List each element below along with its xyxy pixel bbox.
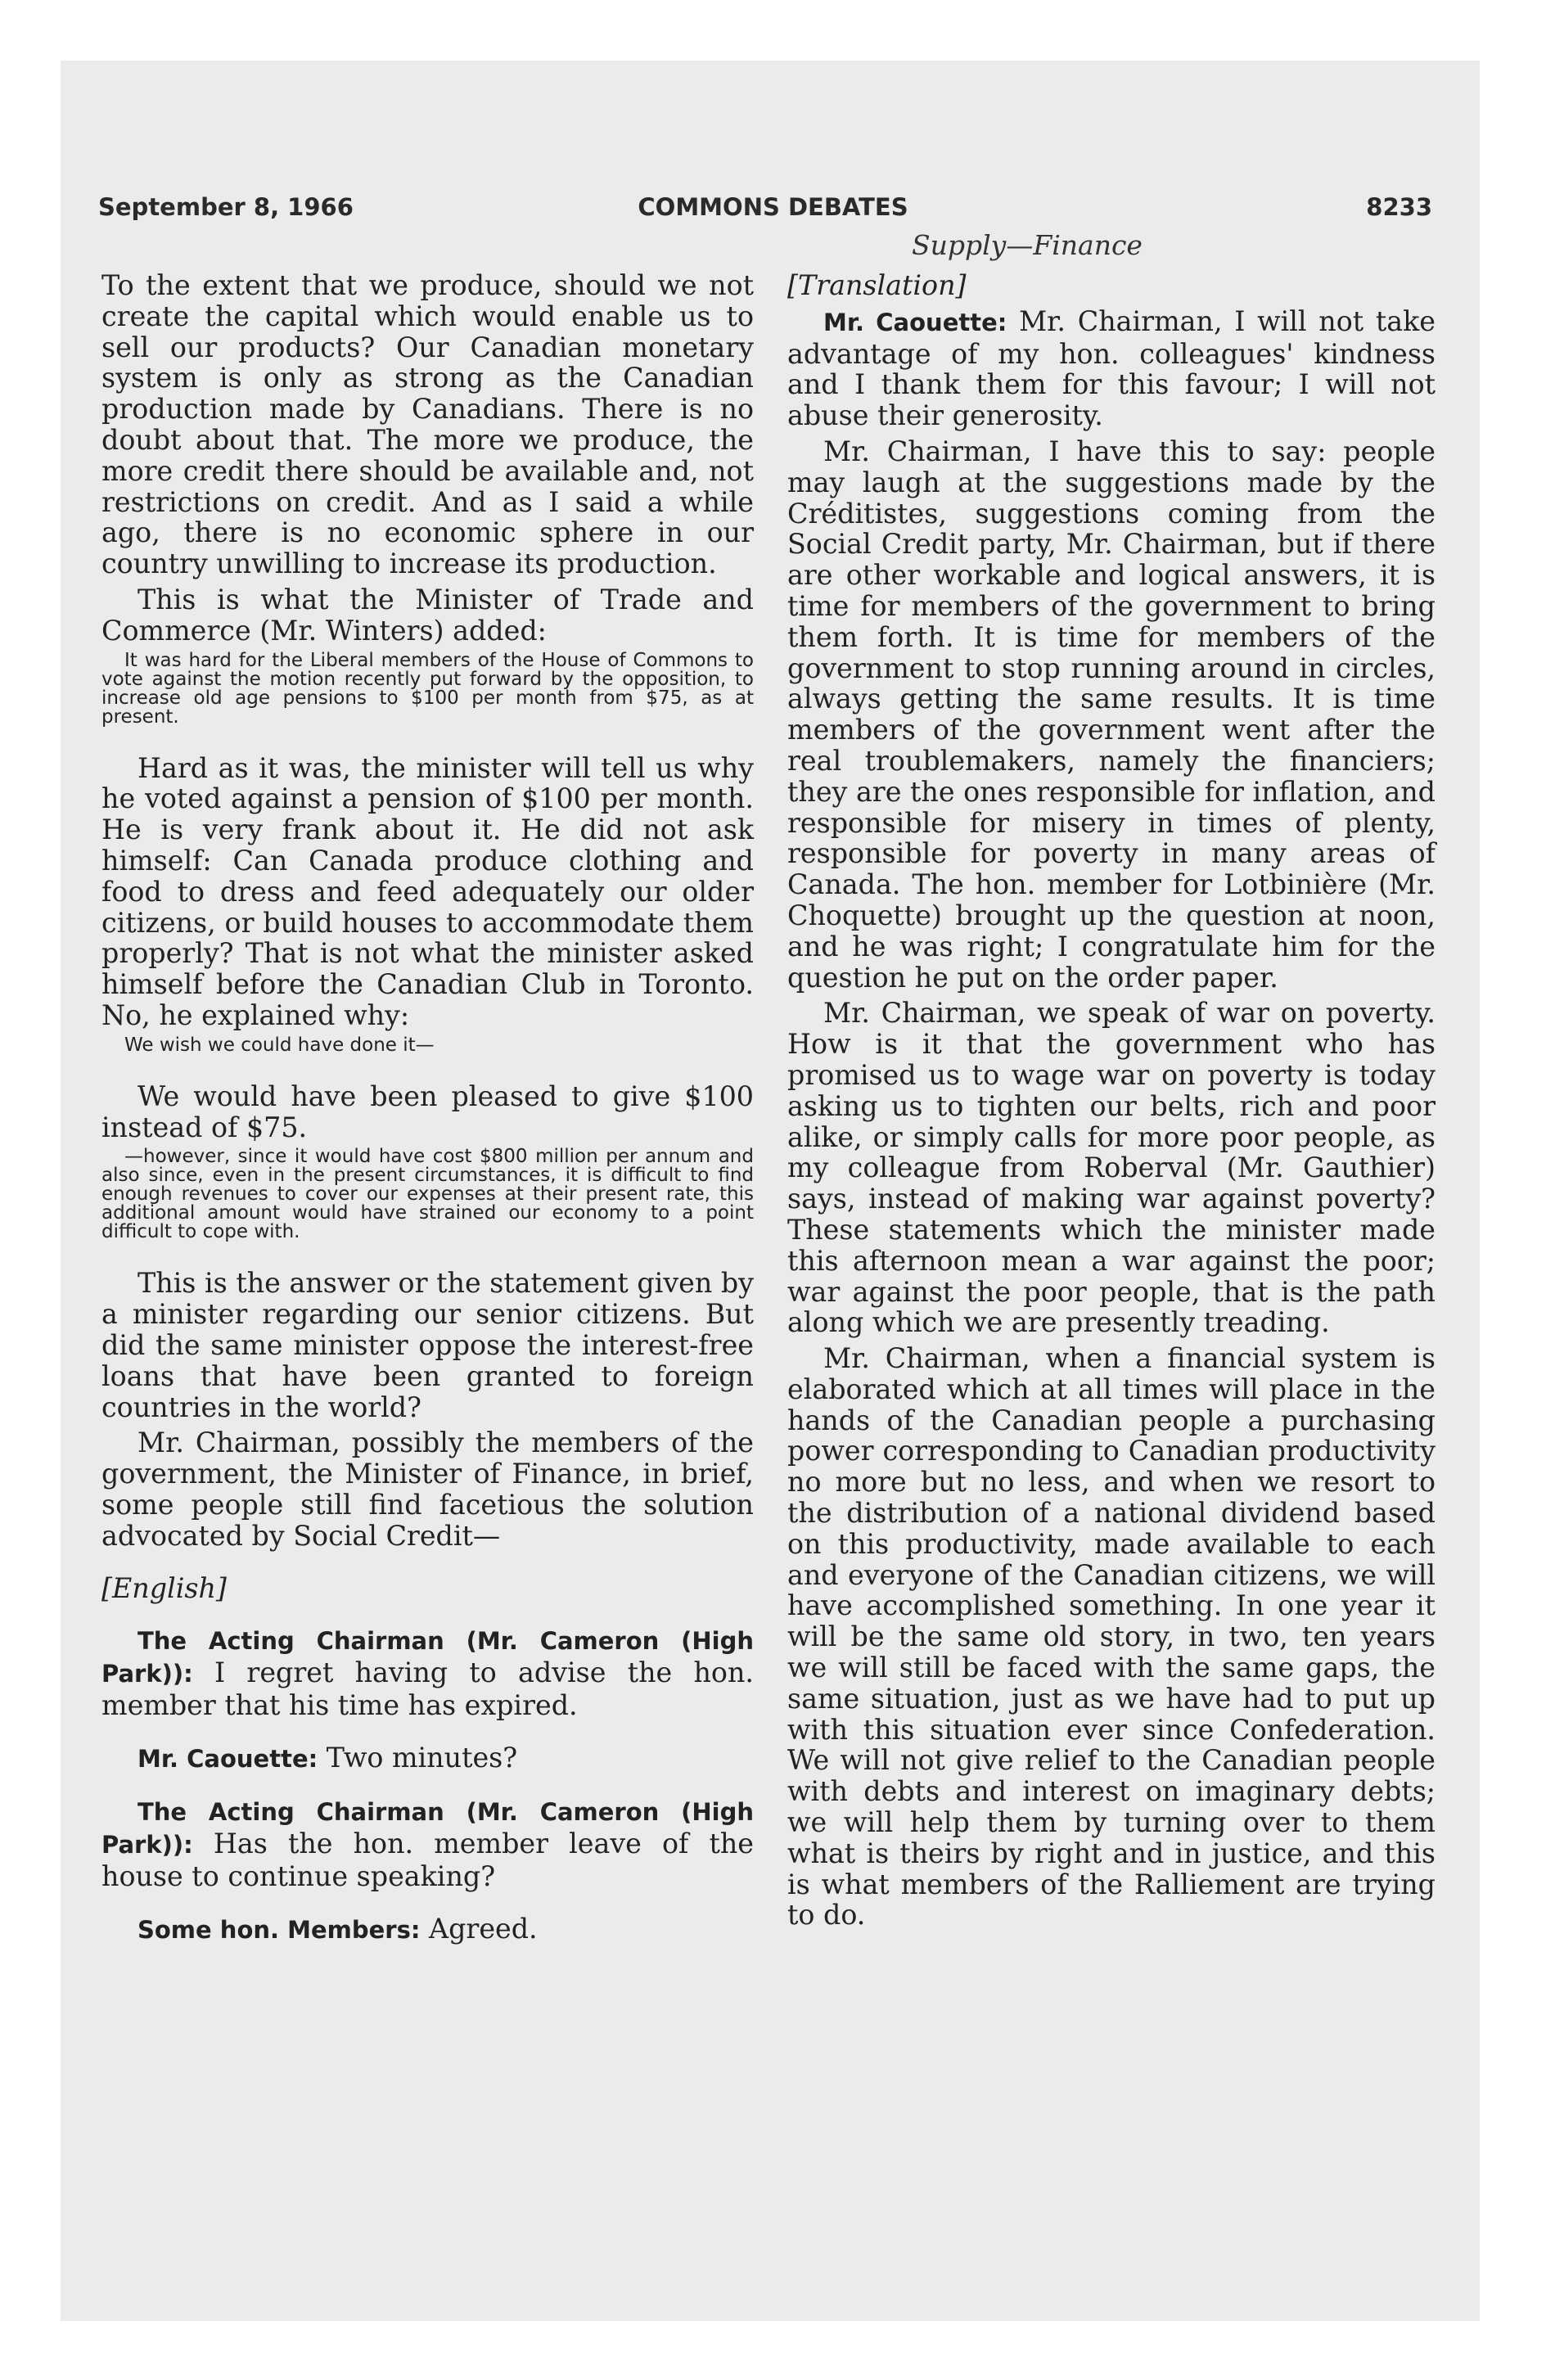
- speech-text: I regret having to advise the hon. member that his time has expired.: [101, 1657, 754, 1721]
- speaker-name: Some hon. Members:: [137, 1915, 421, 1944]
- speech: [787, 306, 1436, 431]
- paragraph: We would have been pleased to give $100 instead of $75.: [101, 1080, 754, 1143]
- speech: [101, 1796, 754, 1891]
- speaker-name: The Acting Chairman (Mr. Cameron (High Park)):: [101, 1627, 754, 1688]
- language-marker: [English]: [101, 1571, 227, 1604]
- header-page-number: 8233: [1366, 193, 1432, 221]
- right-column: [787, 270, 1436, 1936]
- speaker-name: Mr. Caouette:: [823, 308, 1007, 336]
- paragraph: Mr. Chairman, I have this to say: people may laugh at the suggestions made by the Créditistes, suggestions coming from the Social Credit party, Mr. Chairman, but if there are other workable and logical answers, it is time for members of the government to bring them forth. It is time for members of the government to stop running around in circles, always getting the same results. It is time members of the government went after the real troublemakers, namely the financiers; they are the ones responsible for inflation, and responsible for misery in times of plenty, responsible for poverty in many areas of Canada. The hon. member for Lotbinière (Mr. Choquette) brought up the question at noon, and he was right; I congratulate him for the question he put on the order paper.: [787, 435, 1436, 994]
- speech: [101, 1625, 754, 1720]
- block-quote: —however, since it would have cost $800 million per annum and also since, even in the present circumstances, it is difficult to find enough revenues to cover our expenses at their present rate, this additional amount would have strained our economy to a point difficult to cope with.: [101, 1146, 754, 1243]
- paragraph: Mr. Chairman, possibly the members of the government, the Minister of Finance, in brief, some people still find facetious the solution advocated by Social Credit—: [101, 1427, 754, 1552]
- language-marker: [Translation]: [787, 269, 967, 301]
- speaker-name: Mr. Caouette:: [137, 1744, 318, 1773]
- speaker-name: The Acting Chairman (Mr. Cameron (High Park)):: [101, 1798, 754, 1859]
- speech-text: Has the hon. member leave of the house to continue speaking?: [101, 1828, 754, 1893]
- speech: [101, 1742, 754, 1775]
- paragraph: To the extent that we produce, should we not create the capital which would enable us to sell our products? Our Canadian monetary system is only as strong as the Canadian production made by Canadians. There is no doubt about that. The more we produce, the more credit there should be available and, not restrictions on credit. And as I said a while ago, there is no economic sphere in our country unwilling to increase its production.: [101, 269, 754, 580]
- header-subject: Supply—Finance: [912, 229, 1143, 261]
- paragraph: This is what the Minister of Trade and Commerce (Mr. Winters) added:: [101, 583, 754, 647]
- paragraph: Mr. Chairman, when a financial system is elaborated which at all times will place in the hands of the Canadian people a purchasing power corresponding to Canadian productivity no more but no less, and when we resort to the distribution of a national dividend based on this productivity, made available to each and everyone of the Canadian citizens, we will have accomplished something. In one year it will be the same old story, in two, ten years we will still be faced with the same gaps, the same situation, just as we have had to put up with this situation ever since Confederation. We will not give relief to the Canadian people with debts and interest on imaginary debts; we will help them by turning over to them what is theirs by right and in justice, and this is what members of the Ralliement are trying to do.: [787, 1342, 1436, 1931]
- header-date: September 8, 1966: [98, 193, 354, 221]
- header-title: COMMONS DEBATES: [638, 193, 908, 221]
- speech-text: Mr. Chairman, I will not take advantage of my hon. colleagues' kindness and I thank them for this favour; I will not abuse their generosity.: [787, 304, 1436, 432]
- left-column: [101, 270, 754, 1951]
- paragraph: Hard as it was, the minister will tell us why he voted against a pension of $100 per month. He is very frank about it. He did not ask himself: Can Canada produce clothing and food to dress and feed adequately our older citizens, or build houses to accommodate them properly? That is not what the minister asked himself before the Canadian Club in Toronto. No, he explained why:: [101, 751, 754, 1031]
- paragraph: Mr. Chairman, we speak of war on poverty. How is it that the government who has promised us to wage war on poverty is today asking us to tighten our belts, rich and poor alike, or simply calls for more poor people, as my colleague from Roberval (Mr. Gauthier) says, instead of making war against poverty? These statements which the minister made this afternoon mean a war against the poor; war against the poor people, that is the path along which we are presently treading.: [787, 997, 1436, 1339]
- block-quote: We wish we could have done it—: [124, 1034, 435, 1056]
- speech-text: Agreed.: [420, 1912, 538, 1945]
- block-quote: It was hard for the Liberal members of the House of Commons to vote against the motion recently put forward by the opposition, to increase old age pensions to $100 per month from $75, as at present.: [101, 649, 754, 728]
- paragraph: This is the answer or the statement given by a minister regarding our senior citizens. But did the same minister oppose the interest-free loans that have been granted to foreign countries in the world?: [101, 1267, 754, 1423]
- speech: [101, 1913, 754, 1946]
- speech-text: Two minutes?: [318, 1741, 518, 1774]
